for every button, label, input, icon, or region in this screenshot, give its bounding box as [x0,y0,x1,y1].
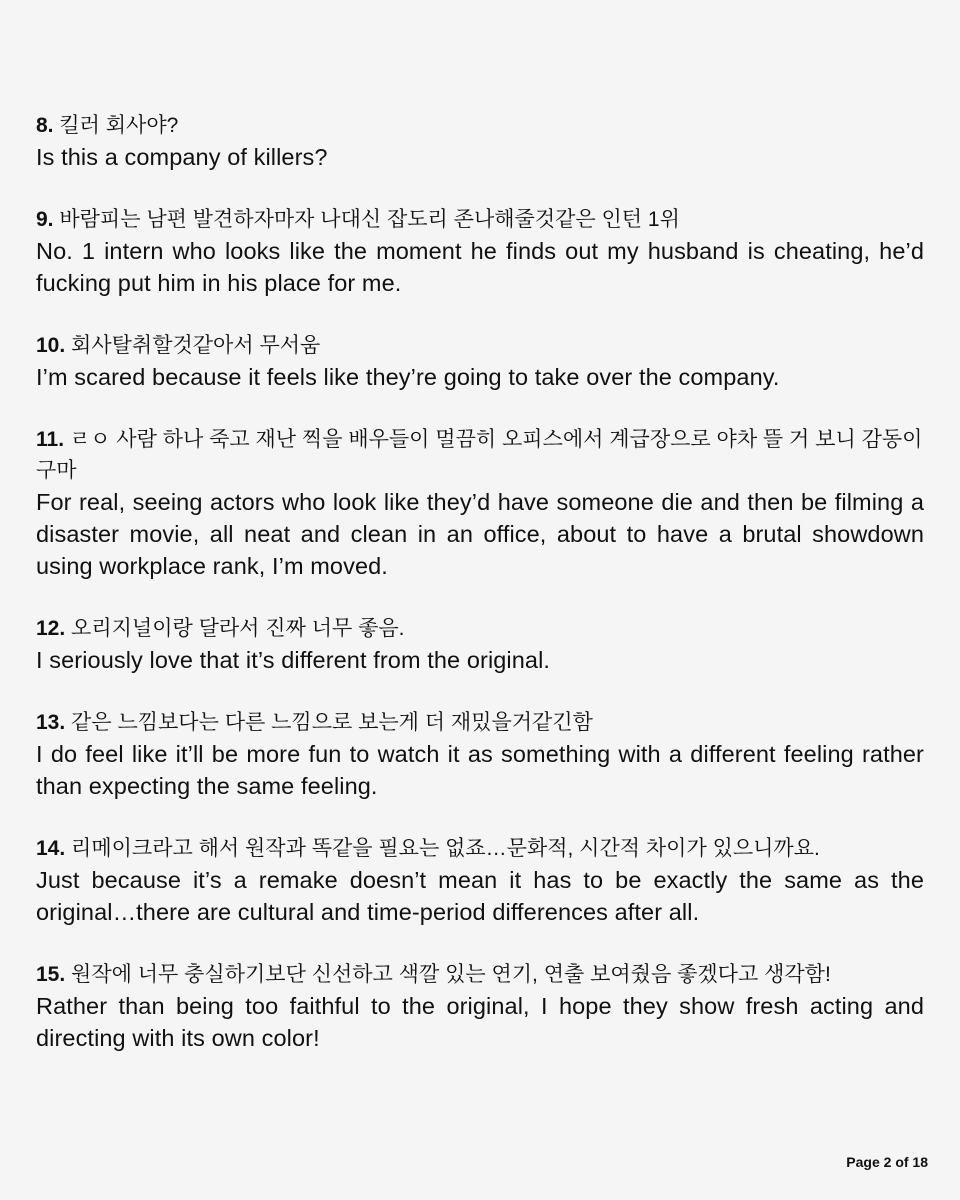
korean-text: 킬러 회사야? [59,114,179,137]
entry-number: 12. [36,617,66,640]
entry-number: 8. [36,114,54,137]
korean-text: ㄹㅇ 사람 하나 죽고 재난 찍을 배우들이 멀끔히 오피스에서 계급장으로 야차 뜰 거 보니 감동이구마 [36,428,923,482]
korean-comment [36,330,924,361]
english-translation: I seriously love that it’s different from the original. [36,647,551,673]
korean-text: 바람피는 남편 발견하자마자 나대신 잡도리 존나해줄것같은 인턴 1위 [59,208,680,231]
korean-comment [36,707,924,738]
entry-number: 9. [36,208,54,231]
korean-text: 오리지널이랑 달라서 진짜 너무 좋음. [71,617,405,640]
korean-comment [36,613,924,644]
korean-text: 회사탈취할것같아서 무서움 [71,334,321,357]
english-translation: For real, seeing actors who look like they’d have someone die and then be filming a disaster movie, all neat and clean in an office, about to have a brutal showdown using workplace rank, I’m moved. [36,489,924,579]
comment-entry-11 [36,424,924,582]
korean-comment [36,204,924,235]
comment-list [36,110,924,1085]
korean-text: 리메이크라고 해서 원작과 똑같을 필요는 없죠…문화적, 시간적 차이가 있으니까요. [71,837,820,860]
korean-comment [36,959,924,990]
korean-comment [36,424,924,486]
comment-entry-9 [36,204,924,299]
english-translation: Just because it’s a remake doesn’t mean it has to be exactly the same as the original…there are cultural and time-period differences after all. [36,867,924,925]
comment-entry-15 [36,959,924,1054]
page-number: Page 2 of 18 [846,1154,928,1170]
korean-comment [36,833,924,864]
korean-text: 원작에 너무 충실하기보단 신선하고 색깔 있는 연기, 연출 보여줬음 좋겠다고 생각함! [71,963,831,986]
entry-number: 13. [36,711,66,734]
korean-comment [36,110,924,141]
entry-number: 14. [36,837,66,860]
entry-number: 11. [36,428,65,451]
entry-number: 10. [36,334,66,357]
english-translation: Rather than being too faithful to the original, I hope they show fresh acting and directing with its own color! [36,993,924,1051]
comment-entry-8 [36,110,924,173]
english-translation: I’m scared because it feels like they’re going to take over the company. [36,364,780,390]
english-translation: I do feel like it’ll be more fun to watch it as something with a different feeling rather than expecting the same feeling. [36,741,924,799]
english-translation: Is this a company of killers? [36,144,328,170]
entry-number: 15. [36,963,66,986]
comment-entry-13 [36,707,924,802]
comment-entry-12 [36,613,924,676]
comment-entry-14 [36,833,924,928]
korean-text: 같은 느낌보다는 다른 느낌으로 보는게 더 재밌을거같긴함 [71,711,593,734]
comment-entry-10 [36,330,924,393]
english-translation: No. 1 intern who looks like the moment he finds out my husband is cheating, he’d fucking put him in his place for me. [36,238,924,296]
